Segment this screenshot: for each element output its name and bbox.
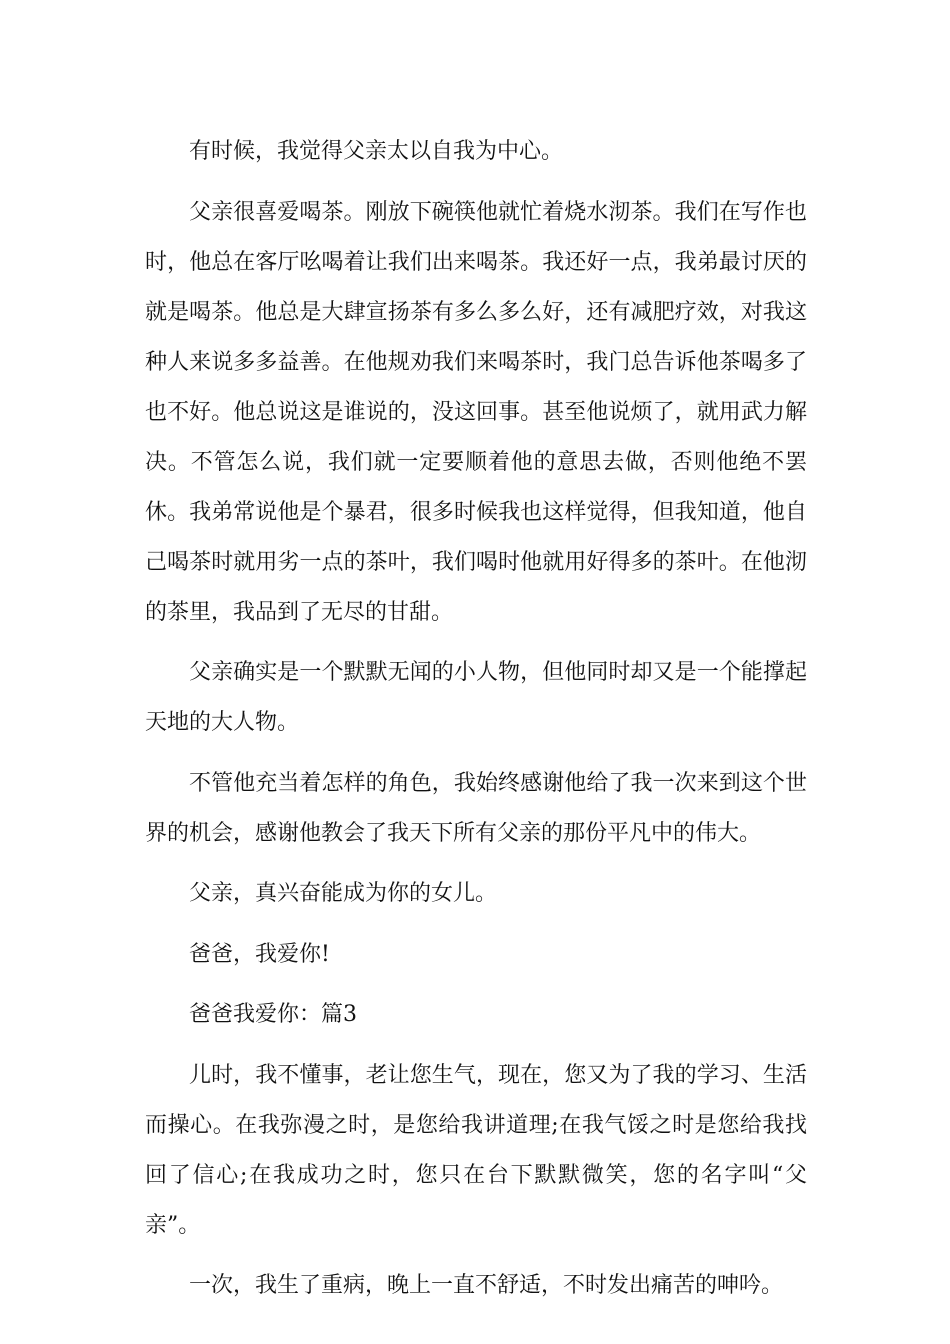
- paragraph: 有时候，我觉得父亲太以自我为中心。: [189, 139, 564, 164]
- paragraph: 爸爸，我爱你!: [189, 941, 330, 967]
- document-body: [145, 127, 807, 1311]
- paragraph: 儿时，我不懂事，老让您生气，现在，您又为了我的学习、生活而操心。在我弥漫之时，是您给我讲道理;在我气馁之时是您给我找回了信心;在我成功之时，您只在台下默默微笑，您的名字叫“父亲”。: [145, 1062, 807, 1238]
- paragraph: 不管他充当着怎样的角色，我始终感谢他给了我一次来到这个世界的机会，感谢他教会了我天下所有父亲的那份平凡中的伟大。: [145, 770, 807, 846]
- paragraph: 父亲很喜爱喝茶。刚放下碗筷他就忙着烧水沏茶。我们在写作也时，他总在客厅吆喝着让我们出来喝茶。我还好一点，我弟最讨厌的就是喝茶。他总是大肆宣扬茶有多么多么好，还有减肥疗效，对我这种人来说多多益善。在他规劝我们来喝茶时，我门总告诉他茶喝多了也不好。他总说这是谁说的，没这回事。甚至他说烦了，就用武力解决。不管怎么说，我们就一定要顺着他的意思去做，否则他绝不罢休。我弟常说他是个暴君，很多时候我也这样觉得，但我知道，他自己喝茶时就用劣一点的茶叶，我们喝时他就用好得多的茶叶。在他沏的茶里，我品到了无尽的甘甜。: [145, 199, 807, 625]
- paragraph: 父亲，真兴奋能成为你的女儿。: [189, 881, 498, 906]
- section-heading: 爸爸我爱你：篇3: [189, 1002, 357, 1027]
- paragraph: 父亲确实是一个默默无闻的小人物，但他同时却又是一个能撑起天地的大人物。: [145, 660, 807, 735]
- paragraph: 一次，我生了重病，晚上一直不舒适，不时发出痛苦的呻吟。: [189, 1273, 784, 1298]
